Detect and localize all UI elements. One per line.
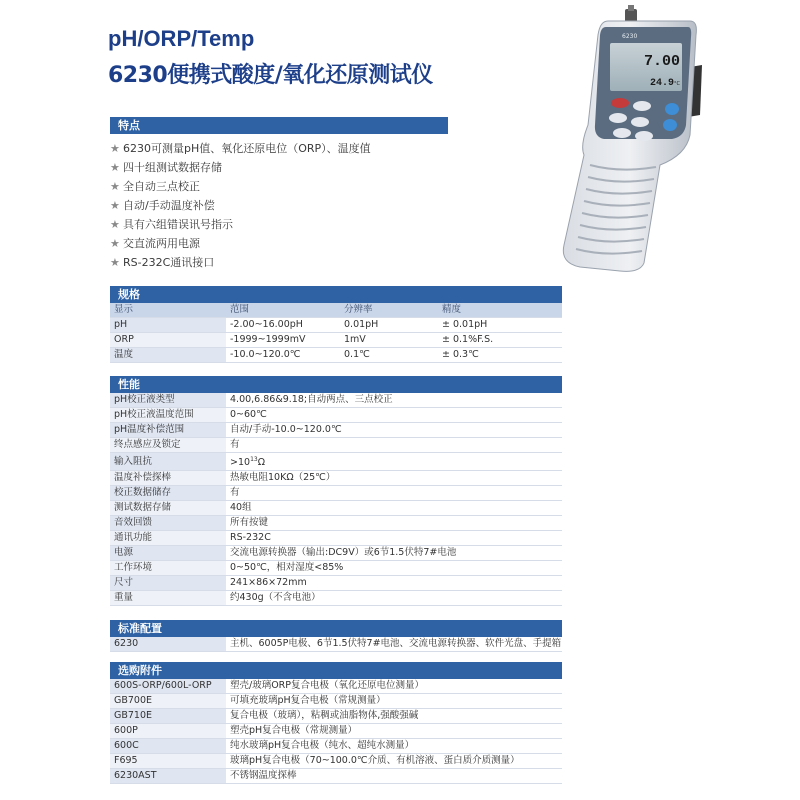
feature-item — [110, 159, 222, 175]
feature-text: 自动/手动温度补偿 — [123, 199, 215, 212]
table-cell: 0~50℃，相对湿度<85% — [230, 562, 344, 574]
column-header: 显示 — [110, 303, 226, 318]
table-cell: 6230 — [110, 637, 226, 652]
specs-table — [110, 303, 562, 363]
table-cell: 温度 — [110, 348, 226, 363]
star-icon: ★ — [110, 180, 120, 193]
table-row — [110, 769, 562, 784]
table-cell: 热敏电阻10KΩ（25℃） — [230, 472, 336, 484]
table-cell: RS-232C — [230, 532, 271, 544]
table-row — [110, 393, 562, 408]
star-icon: ★ — [110, 142, 120, 155]
table-cell: ± 0.1%F.S. — [442, 334, 494, 345]
table-cell: 通讯功能 — [110, 531, 226, 546]
table-row — [110, 546, 562, 561]
table-cell: 可填充玻璃pH复合电极（常规测量） — [230, 695, 386, 706]
table-row — [110, 486, 562, 501]
table-row — [110, 754, 562, 769]
performance-heading-bar — [110, 376, 562, 393]
table-row — [110, 471, 562, 486]
table-cell: 1mV — [344, 334, 366, 345]
table-cell: ± 0.3℃ — [442, 349, 479, 360]
table-row — [110, 637, 562, 652]
table-cell: 0.01pH — [344, 319, 379, 330]
column-header: 精度 — [438, 303, 562, 318]
table-row — [110, 531, 562, 546]
table-cell: 有 — [230, 487, 240, 499]
impedance-unit: Ω — [257, 457, 265, 469]
table-cell: pH — [110, 318, 226, 333]
device-reading-temp: 24.9 — [650, 78, 675, 89]
meter-device-image — [540, 5, 710, 275]
table-row — [110, 333, 562, 348]
table-cell: 交流电源转换器（输出:DC9V）或6节1.5伏特7#电池 — [230, 547, 457, 559]
table-row — [110, 423, 562, 438]
specs-heading-bar — [110, 286, 562, 303]
feature-item — [110, 140, 371, 156]
table-cell: 有 — [230, 439, 240, 450]
feature-item — [110, 216, 233, 232]
standard-table — [110, 637, 562, 652]
table-cell: 0~60℃ — [230, 409, 267, 420]
table-cell: F695 — [110, 754, 226, 769]
optional-heading-bar — [110, 662, 562, 679]
table-row — [110, 438, 562, 453]
table-cell: 输入阻抗 — [110, 453, 226, 471]
table-cell: 纯水玻璃pH复合电极（纯水、超纯水测量） — [230, 740, 415, 751]
table-row — [110, 591, 562, 606]
table-row — [110, 408, 562, 423]
table-row — [110, 561, 562, 576]
table-cell: -1999~1999mV — [230, 334, 306, 345]
table-row — [110, 348, 562, 363]
table-cell: 塑壳pH复合电极（常规测量） — [230, 725, 358, 736]
table-cell: 重量 — [110, 591, 226, 606]
impedance-base: >10 — [230, 457, 251, 469]
table-row — [110, 694, 562, 709]
table-cell: 241×86×72mm — [230, 577, 307, 589]
device-model-label: 6230 — [622, 33, 638, 40]
table-row — [110, 724, 562, 739]
table-cell: 复合电极（玻璃），粘稠或油脂物体,强酸强碱 — [230, 710, 419, 721]
table-cell: 测试数据存储 — [110, 501, 226, 516]
table-cell: 4.00,6.86&9.18;自动两点、三点校正 — [230, 394, 393, 405]
specs-heading: 规格 — [118, 288, 140, 301]
specs-header-row — [110, 303, 562, 318]
feature-text: 具有六组错误讯号指示 — [123, 218, 233, 231]
table-row — [110, 318, 562, 333]
feature-item — [110, 254, 214, 270]
star-icon: ★ — [110, 218, 120, 231]
feature-text: 全自动三点校正 — [123, 180, 200, 193]
table-cell: 40组 — [230, 502, 252, 514]
star-icon: ★ — [110, 199, 120, 212]
table-cell: 600C — [110, 739, 226, 754]
optional-heading: 选购附件 — [118, 664, 162, 677]
table-row — [110, 453, 562, 471]
table-cell: 约430g（不含电池） — [230, 592, 321, 604]
feature-text: 四十组测试数据存储 — [123, 161, 222, 174]
star-icon: ★ — [110, 256, 120, 269]
impedance-exponent: 13 — [250, 456, 258, 463]
table-cell: 电源 — [110, 546, 226, 561]
column-header: 范围 — [226, 303, 340, 318]
title-english: pH/ORP/Temp — [108, 26, 255, 51]
title-chinese: 6230便携式酸度/氧化还原测试仪 — [108, 63, 433, 88]
star-icon: ★ — [110, 161, 120, 174]
column-header: 分辨率 — [340, 303, 438, 318]
table-cell: GB700E — [110, 694, 226, 709]
table-cell: 塑壳/玻璃ORP复合电极（氧化还原电位测量） — [230, 680, 425, 691]
star-icon: ★ — [110, 237, 120, 250]
table-cell: 温度补偿探棒 — [110, 471, 226, 486]
table-cell: pH温度补偿范围 — [110, 423, 226, 438]
table-cell: 玻璃pH复合电极（70~100.0℃介质、有机溶液、蛋白质介质测量） — [230, 755, 520, 766]
table-row — [110, 501, 562, 516]
table-cell: 工作环境 — [110, 561, 226, 576]
optional-table — [110, 679, 562, 784]
table-cell: 不锈钢温度探棒 — [230, 770, 297, 781]
table-cell: 600S-ORP/600L-ORP — [110, 679, 226, 694]
table-row — [110, 709, 562, 724]
table-cell: ORP — [110, 333, 226, 348]
table-cell: 主机、6005P电极、6节1.5伏特7#电池、交流电源转换器、软件光盘、手提箱 — [230, 638, 562, 649]
table-row — [110, 516, 562, 531]
feature-text: 6230可测量pH值、氧化还原电位（ORP）、温度值 — [123, 142, 371, 155]
table-row — [110, 576, 562, 591]
feature-text: RS-232C通讯接口 — [123, 256, 215, 269]
table-cell — [226, 453, 562, 471]
table-cell: pH校正液温度范围 — [110, 408, 226, 423]
table-cell: 所有按键 — [230, 517, 269, 529]
table-cell: 0.1℃ — [344, 349, 370, 360]
feature-item — [110, 178, 200, 194]
table-cell: 终点感应及锁定 — [110, 438, 226, 453]
table-cell: 尺寸 — [110, 576, 226, 591]
table-row — [110, 679, 562, 694]
features-heading: 特点 — [118, 119, 140, 132]
feature-item — [110, 197, 215, 213]
device-temp-unit: °C — [674, 81, 680, 87]
feature-item — [110, 235, 200, 251]
table-cell: -2.00~16.00pH — [230, 319, 303, 330]
feature-text: 交直流两用电源 — [123, 237, 200, 250]
table-cell: 校正数据储存 — [110, 486, 226, 501]
table-cell: 音效回馈 — [110, 516, 226, 531]
table-row — [110, 739, 562, 754]
standard-heading-bar — [110, 620, 562, 637]
table-cell: 600P — [110, 724, 226, 739]
device-reading-ph: 7.00 — [644, 53, 681, 70]
table-cell: GB710E — [110, 709, 226, 724]
table-cell: -10.0~120.0℃ — [230, 349, 301, 360]
standard-heading: 标准配置 — [118, 622, 162, 635]
table-cell: pH校正液类型 — [110, 393, 226, 408]
features-heading-bar — [110, 117, 448, 134]
performance-heading: 性能 — [118, 378, 140, 391]
table-cell: 6230AST — [110, 769, 226, 784]
table-cell: ± 0.01pH — [442, 319, 488, 330]
table-cell: 自动/手动-10.0~120.0℃ — [230, 424, 342, 435]
performance-table — [110, 393, 562, 606]
